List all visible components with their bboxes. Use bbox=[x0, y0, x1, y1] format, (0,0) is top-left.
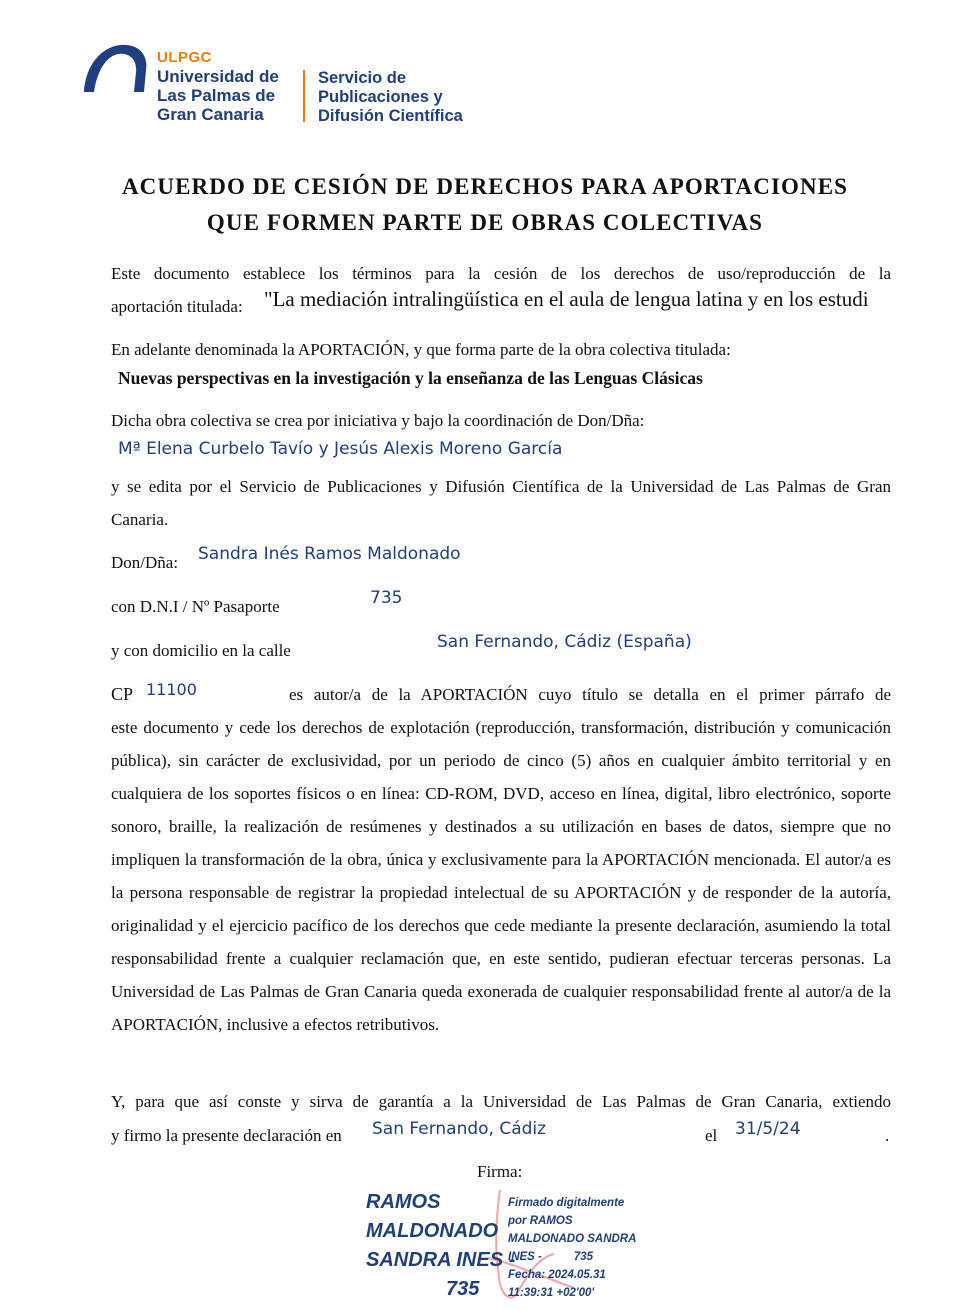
place-field[interactable]: San Fernando, Cádiz bbox=[372, 1119, 547, 1139]
place-label: y firmo la presente declaración en bbox=[111, 1126, 342, 1145]
body-first-line: es autor/a de la APORTACIÓN cuyo título se detalla en el primer párrafo de bbox=[289, 685, 891, 704]
logo-divider bbox=[303, 70, 305, 122]
document-title-line-2: QUE FORMEN PARTE DE OBRAS COLECTIVAS bbox=[206, 210, 764, 235]
university-line: Gran Canaria bbox=[157, 105, 264, 124]
coordinacion-line: Dicha obra colectiva se crea por iniciativa y bajo la coordinación de Don/Dña: bbox=[111, 411, 645, 430]
cp-field[interactable]: 11100 bbox=[146, 680, 197, 699]
signature-info-line: Firmado digitalmente bbox=[508, 1197, 625, 1209]
body-paragraph: este documento y cede los derechos de explotación (reproducción, transformación, distribución y comunicación pública), sin carácter de exclusividad, por un periodo de cinco (5) años en cualquier ámbito territorial y en cualquiera de los soportes físicos o en línea: CD-ROM, DVD, acceso en línea, digital, libro electrónico, soporte sonoro, braille, la realización de resúmenes y destinados a su utilización en bases de datos, siempre que no impliquen la transformación de la obra, única y exclusivamente para la APORTACIÓN mencionada. El autor/a es la persona responsable de registrar la propiedad intelectual de su APORTACIÓN y de responder de la autoría, originalidad y el ejercicio pacífico de los derechos que cede mediante la presente declaración, asumiendo la total responsabilidad frente a cualquier reclamación que, en este sentido, pudieran efectuar terceras personas. La Universidad de Las Palmas de Gran Canaria queda exonerada de cualquier responsabilidad frente al autor/a de la APORTACIÓN, inclusive a efectos retributivos. bbox=[111, 718, 891, 1034]
ulpgc-logo-icon bbox=[80, 38, 152, 94]
closing-period: . bbox=[885, 1126, 890, 1145]
service-line: Publicaciones y bbox=[318, 88, 443, 106]
obra-line: En adelante denominada la APORTACIÓN, y que forma parte de la obra colectiva titulada: bbox=[111, 340, 731, 359]
signature-name-line: SANDRA INES - bbox=[366, 1249, 516, 1271]
ulpgc-acronym: ULPGC bbox=[157, 49, 212, 66]
edit-line: y se edita por el Servicio de Publicaciones y Difusión Científica de la Universidad de Las Palmas de Gran bbox=[111, 477, 891, 496]
digital-signature-name bbox=[366, 1188, 515, 1304]
dni-label: con D.N.I / Nº Pasaporte bbox=[111, 597, 280, 616]
university-name bbox=[157, 48, 279, 124]
university-line: Las Palmas de bbox=[157, 86, 276, 105]
aportacion-title-field[interactable]: "La mediación intralingüística en el aula de lengua latina y en los estudi bbox=[264, 287, 869, 311]
edit-line-end: Canaria. bbox=[111, 510, 169, 529]
service-line: Difusión Científica bbox=[318, 107, 463, 125]
cp-label: CP bbox=[111, 684, 134, 704]
address-label: y con domicilio en la calle bbox=[111, 641, 291, 660]
signature-info-line: Fecha: 2024.05.31 bbox=[508, 1269, 606, 1281]
digital-signature-info bbox=[508, 1194, 636, 1302]
signature-name-line: RAMOS bbox=[366, 1191, 441, 1213]
document-title-line-1: ACUERDO DE CESIÓN DE DERECHOS PARA APORTACIONES bbox=[121, 174, 849, 199]
obra-title: Nuevas perspectivas en la investigación y la enseñanza de las Lenguas Clásicas bbox=[118, 368, 703, 388]
signature-info-line: INES - 735 bbox=[508, 1251, 594, 1263]
signature-name-line: MALDONADO bbox=[366, 1220, 499, 1242]
signature-info-line: 11:39:31 +02'00' bbox=[508, 1287, 595, 1299]
service-line: Servicio de bbox=[318, 69, 407, 87]
signature-name-line: 735 bbox=[446, 1278, 480, 1300]
intro-line: Este documento establece los términos para la cesión de los derechos de uso/reproducción de la bbox=[111, 264, 891, 283]
closing-line: Y, para que así conste y sirva de garantía a la Universidad de Las Palmas de Gran Canaria, extiendo bbox=[111, 1092, 891, 1111]
date-label: el bbox=[705, 1126, 718, 1145]
signature-info-line: por RAMOS bbox=[508, 1215, 573, 1227]
author-name-field[interactable]: Sandra Inés Ramos Maldonado bbox=[198, 544, 461, 564]
signature-label: Firma: bbox=[477, 1162, 523, 1181]
aportacion-label: aportación titulada: bbox=[111, 297, 243, 316]
signature-info-line: MALDONADO SANDRA bbox=[508, 1233, 637, 1245]
coordinators-field[interactable]: Mª Elena Curbelo Tavío y Jesús Alexis Moreno García bbox=[118, 439, 563, 459]
date-field[interactable]: 31/5/24 bbox=[735, 1119, 801, 1139]
university-line: Universidad de bbox=[157, 67, 279, 86]
dni-field[interactable]: 735 bbox=[370, 588, 403, 608]
address-field[interactable]: San Fernando, Cádiz (España) bbox=[437, 632, 692, 652]
service-name bbox=[318, 69, 463, 126]
name-label: Don/Dña: bbox=[111, 553, 179, 572]
